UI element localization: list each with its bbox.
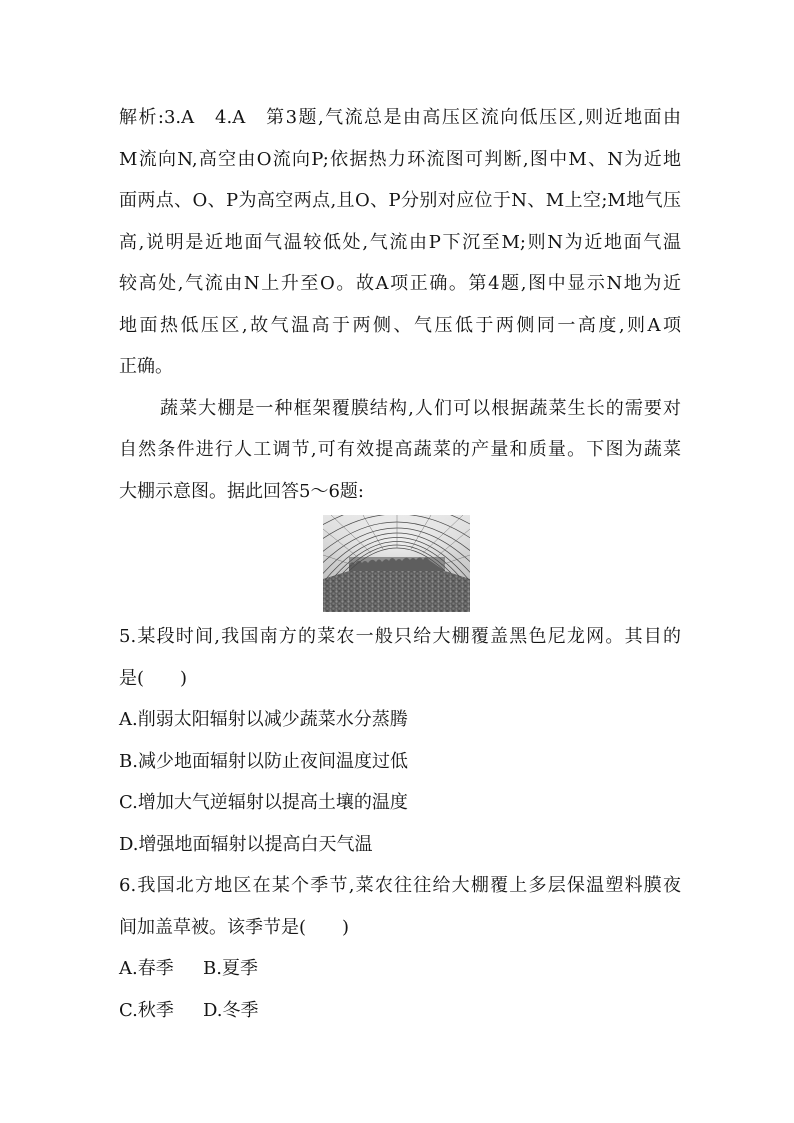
analysis-line: 正确。 bbox=[119, 356, 173, 377]
greenhouse-figure bbox=[119, 515, 681, 612]
option-a: A.春季 bbox=[119, 958, 174, 979]
options-row bbox=[119, 990, 681, 1032]
analysis-line: M流向N,高空由O流向P;依据热力环流图可判断,图中M、N为近地 bbox=[119, 148, 681, 170]
analysis-line: 较高处,气流由N上升至O。故A项正确。第4题,图中显示N地为近 bbox=[119, 273, 681, 294]
question-5 bbox=[119, 616, 681, 865]
option-c: C.秋季 bbox=[119, 999, 174, 1021]
option-d: D.冬季 bbox=[203, 999, 259, 1021]
option-c: C.增加大气逆辐射以提高土壤的温度 bbox=[119, 792, 408, 813]
vegetable-beds bbox=[323, 571, 470, 612]
options-row bbox=[119, 948, 681, 990]
passage-line: 自然条件进行人工调节,可有效提高蔬菜的产量和质量。下图为蔬菜 bbox=[119, 439, 681, 460]
analysis-line: 解析:3.A 4.A 第3题,气流总是由高压区流向低压区,则近地面由 bbox=[119, 107, 681, 128]
question-6 bbox=[119, 865, 681, 1031]
page-content bbox=[119, 97, 681, 1031]
passage-line: 大棚示意图。据此回答5～6题: bbox=[119, 480, 364, 502]
question-stem-line: 是( ) bbox=[119, 667, 188, 689]
question-stem-line: 5.某段时间,我国南方的菜农一般只给大棚覆盖黑色尼龙网。其目的 bbox=[119, 626, 681, 647]
question-stem-line: 间加盖草被。该季节是( ) bbox=[119, 916, 350, 938]
greenhouse-photo bbox=[323, 515, 470, 612]
question-stem-line: 6.我国北方地区在某个季节,菜农往往给大棚覆上多层保温塑料膜夜 bbox=[119, 875, 681, 896]
analysis-line: 面两点、O、P为高空两点,且O、P分别对应位于N、M上空;M地气压 bbox=[119, 190, 681, 211]
passage-paragraph bbox=[119, 388, 681, 513]
analysis-paragraph bbox=[119, 97, 681, 388]
passage-line: 蔬菜大棚是一种框架覆膜结构,人们可以根据蔬菜生长的需要对 bbox=[160, 397, 681, 419]
analysis-line: 高,说明是近地面气温较低处,气流由P下沉至M;则N为近地面气温 bbox=[119, 231, 681, 253]
analysis-line: 地面热低压区,故气温高于两侧、气压低于两侧同一高度,则A项 bbox=[119, 314, 681, 336]
option-d: D.增强地面辐射以提高白天气温 bbox=[119, 833, 373, 855]
option-b: B.夏季 bbox=[203, 958, 258, 979]
option-a: A.削弱太阳辐射以减少蔬菜水分蒸腾 bbox=[119, 709, 408, 730]
option-b: B.减少地面辐射以防止夜间温度过低 bbox=[119, 750, 408, 772]
